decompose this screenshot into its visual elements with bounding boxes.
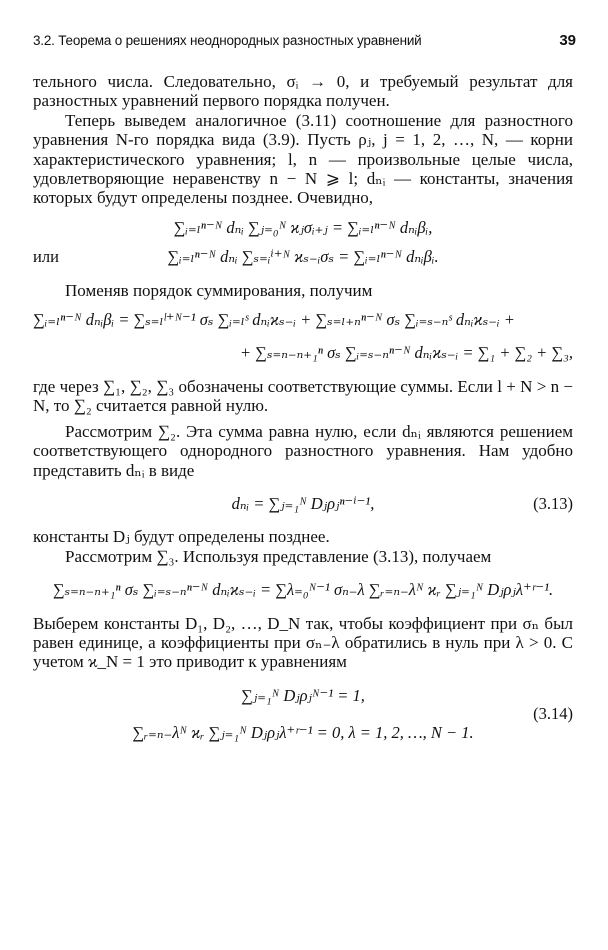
equation-3-14-line-2: ∑ᵣ₌ₙ₋λᴺ ϰᵣ ∑ⱼ₌₁ᴺ Dⱼρⱼλ⁺ʳ⁻¹ = 0, λ = 1, 2, …, N − 1. [132,723,474,743]
page-body [33,72,573,743]
paragraph-8: Выберем константы D₁, D₂, …, D_N так, чтобы коэффициент при σₙ был равен единице, а коэффициенты при σₙ₋λ обратились в нуль при λ > 0. С учетом ϰ_N = 1 это приводит к уравнениям [33,613,573,672]
equation-3-14-block [33,686,573,743]
paragraph-5: Рассмотрим ∑₂. Эта сумма равна нулю, если dₙᵢ являются решением соответствующего однородного разностного уравнения. Нам удобно представить dₙᵢ в виде [33,421,573,480]
paragraph-7: Рассмотрим ∑₃. Используя представление (3.13), получаем [65,546,492,566]
equation-3-13-row [33,494,573,513]
running-header [33,32,576,54]
equation-4: ∑ₛ₌ₙ₋ₙ₊₁ⁿ σₛ ∑ᵢ₌ₛ₋ₙⁿ⁻ᴺ dₙᵢϰₛ₋ᵢ = ∑λ₌₀ᴺ⁻¹ σₙ₋λ ∑ᵣ₌ₙ₋λᴺ ϰᵣ ∑ⱼ₌₁ᴺ Dⱼρⱼλ⁺ʳ⁻¹. [52,580,554,600]
paragraph-6: константы Dⱼ будут определены позднее. [33,527,330,547]
equation-3-14-lines [103,686,503,743]
equation-3-13: dₙᵢ = ∑ⱼ₌₁ᴺ Dⱼρⱼⁿ⁻ⁱ⁻¹, [231,493,375,513]
section-title: 3.2. Теорема о решениях неоднородных разностных уравнений [33,33,422,48]
equation-1: ∑ᵢ₌ₗⁿ⁻ᴺ dₙᵢ ∑ⱼ₌₀ᴺ ϰⱼσᵢ₊ⱼ = ∑ᵢ₌ₗⁿ⁻ᴺ dₙᵢβᵢ, [173,217,433,237]
equation-3-line-2: + ∑ₛ₌ₙ₋ₙ₊₁ⁿ σₛ ∑ᵢ₌ₛ₋ₙⁿ⁻ᴺ dₙᵢϰₛ₋ᵢ = ∑₁ + ∑₂ + ∑₃, [239,343,573,363]
equation-3-14-line-1: ∑ⱼ₌₁ᴺ Dⱼρⱼᴺ⁻¹ = 1, [241,685,365,705]
equation-number-3-13: (3.13) [533,493,573,513]
equation-2: ∑ᵢ₌ₗⁿ⁻ᴺ dₙᵢ ∑ₛ₌ᵢⁱ⁺ᴺ ϰₛ₋ᵢσₛ = ∑ᵢ₌ₗⁿ⁻ᴺ dₙᵢβᵢ. [167,247,439,267]
or-label: или [33,247,59,267]
equation-number-3-14: (3.14) [533,704,573,724]
page-number: 39 [559,32,576,49]
equation-2-row [33,247,573,266]
paragraph-3: Поменяв порядок суммирования, получим [65,280,373,300]
equation-3-line-1: ∑ᵢ₌ₗⁿ⁻ᴺ dₙᵢβᵢ = ∑ₛ₌ₗˡ⁺ᴺ⁻¹ σₛ ∑ᵢ₌ₗˢ dₙᵢϰₛ₋ᵢ + ∑ₛ₌ₗ₊ₙⁿ⁻ᴺ σₛ ∑ᵢ₌ₛ₋ₙˢ dₙᵢϰₛ₋ᵢ + [33,310,515,330]
paragraph-2: Теперь выведем аналогичное (3.11) соотношение для разностного уравнения N-го порядка вида (3.9). Пусть ρⱼ, j = 1, 2, …, N, — корни характеристического уравнения; l, n — произвольные целые числа, удовлетворяющие неравенству n − N ⩾ l; dₙᵢ — константы, значения которых будут определены позднее. Очевидно, [33,110,573,208]
paragraph-4: где через ∑₁, ∑₂, ∑₃ обозначены соответствующие суммы. Если l + N > n − N, то ∑₂ считается равной нулю. [33,376,573,416]
paragraph-1: тельного числа. Следовательно, σᵢ → 0, и требуемый результат для разностных уравнений первого порядка получен. [33,72,573,111]
